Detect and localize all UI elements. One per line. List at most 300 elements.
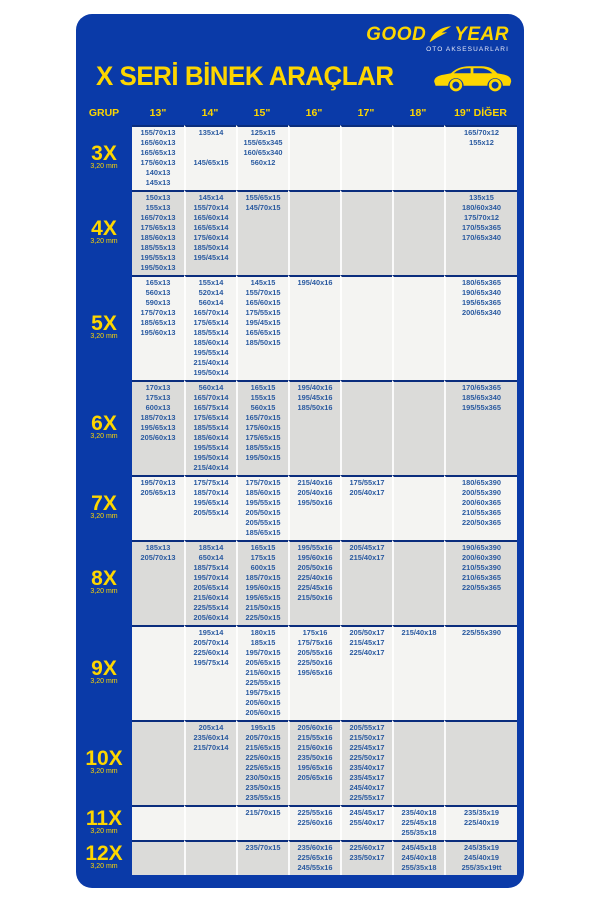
tire-size: 195/65x13	[140, 423, 176, 432]
tire-size: 170/65x365	[461, 383, 502, 392]
tire-size	[186, 148, 236, 158]
size-cell	[288, 475, 340, 540]
tire-size: 175/60x14	[193, 233, 229, 242]
tire-size: 225/65x16	[297, 853, 333, 862]
size-cell	[132, 540, 184, 625]
size-cell	[132, 380, 184, 475]
tire-size: 230/50x15	[245, 773, 281, 782]
group-label	[76, 720, 132, 805]
size-cell	[236, 625, 288, 720]
tire-size: 165/65x13	[140, 148, 176, 157]
tire-size: 235/55x15	[245, 793, 281, 802]
tire-size: 190/65x390	[461, 543, 502, 552]
size-cell	[340, 275, 392, 380]
logo-text-good: GOOD	[366, 24, 427, 45]
logo-subtitle: OTO AKSESUARLARI	[426, 46, 509, 53]
tire-size: 175/60x15	[245, 423, 281, 432]
tire-size: 205/50x15	[245, 508, 281, 517]
tire-size: 170/65x340	[461, 233, 502, 242]
tire-size: 215/40x14	[193, 463, 229, 472]
tire-size: 145x13	[145, 178, 171, 187]
group-name: 4X	[91, 217, 117, 240]
tire-size: 195/45x16	[297, 393, 333, 402]
size-cell	[444, 125, 517, 190]
tire-size: 210/65x365	[461, 573, 502, 582]
size-cell	[288, 380, 340, 475]
size-cell	[236, 190, 288, 275]
tire-size: 140x13	[145, 168, 171, 177]
tire-size: 590x13	[145, 298, 171, 307]
tire-size: 165/70x12	[464, 128, 499, 137]
tire-size: 205/55x16	[297, 648, 333, 657]
tire-size: 235/60x16	[297, 843, 333, 852]
tire-size: 225/45x16	[297, 583, 333, 592]
table-row	[76, 805, 517, 840]
tire-size: 205/65x13	[140, 488, 176, 497]
column-header-14: 14"	[201, 107, 219, 119]
tire-size: 560x15	[250, 403, 276, 412]
tire-size: 225/50x15	[245, 613, 281, 622]
tire-size: 245/40x19	[464, 853, 499, 862]
tire-size: 165x15	[250, 543, 276, 552]
tire-size: 205/65x14	[193, 583, 229, 592]
tire-size: 195/50x16	[297, 498, 333, 507]
size-cell	[340, 805, 392, 840]
tire-size: 165/60x14	[193, 213, 229, 222]
tire-size: 235/60x14	[193, 733, 229, 742]
tire-size: 235/45x17	[349, 773, 385, 782]
column-header-15: 15"	[253, 107, 271, 119]
group-label	[76, 540, 132, 625]
tire-size: 205/50x17	[349, 628, 385, 637]
size-cell	[444, 190, 517, 275]
tire-size: 155x13	[145, 203, 171, 212]
tire-size: 215/40x18	[401, 628, 437, 637]
tire-size: 205/50x16	[297, 563, 333, 572]
car-icon	[430, 60, 514, 92]
tire-size: 165/70x14	[193, 308, 229, 317]
column-header-16: 16"	[305, 107, 323, 119]
tire-size: 215/50x15	[245, 603, 281, 612]
tire-size: 155/70x15	[245, 288, 281, 297]
size-cell	[288, 625, 340, 720]
tire-size: 215/70x15	[245, 808, 281, 817]
group-name: 9X	[91, 657, 117, 680]
tire-size: 145x15	[250, 278, 276, 287]
tire-size: 215/50x16	[297, 593, 333, 602]
tire-size: 255/35x18	[401, 863, 437, 872]
size-cell	[392, 125, 444, 190]
tire-size: 155x14	[198, 278, 224, 287]
tire-size: 185/50x15	[245, 338, 281, 347]
tire-size: 210/55x390	[461, 563, 502, 572]
tire-size: 205/40x16	[297, 488, 333, 497]
table-row	[76, 475, 517, 540]
tire-size: 215/40x14	[193, 358, 229, 367]
tire-size: 185/70x13	[140, 413, 176, 422]
tire-size: 195/70x13	[140, 478, 176, 487]
tire-size: 195/70x14	[193, 573, 229, 582]
tire-size: 205/55x17	[349, 723, 385, 732]
tire-size: 185x15	[250, 638, 276, 647]
size-cell	[340, 190, 392, 275]
tire-size: 195/45x14	[193, 253, 229, 262]
tire-size: 170/55x365	[461, 223, 502, 232]
tire-size: 195/55x16	[297, 543, 333, 552]
tire-size: 175/70x15	[245, 478, 281, 487]
size-cell	[340, 720, 392, 805]
tire-size: 225/60x14	[193, 648, 229, 657]
group-label	[76, 190, 132, 275]
tire-size: 175/65x14	[193, 318, 229, 327]
group-thickness: 3,20 mm	[90, 513, 118, 520]
group-name: 6X	[91, 412, 117, 435]
size-cell	[392, 720, 444, 805]
tire-size: 215/70x14	[193, 743, 229, 752]
size-cell	[132, 840, 184, 875]
group-label	[76, 125, 132, 190]
tire-size: 255/35x19tt	[461, 863, 502, 872]
table-body	[76, 125, 517, 875]
tire-size: 205/60x13	[140, 433, 176, 442]
tire-size: 205/55x14	[193, 508, 229, 517]
tire-size: 225/55x390	[461, 628, 502, 637]
tire-size: 195/55x14	[193, 348, 229, 357]
tire-size: 560x13	[145, 288, 171, 297]
tire-size: 650x14	[198, 553, 224, 562]
tire-size: 185/55x15	[245, 443, 281, 452]
tire-size: 235/40x17	[349, 763, 385, 772]
size-cell	[132, 475, 184, 540]
tire-size: 185/50x16	[297, 403, 333, 412]
tire-size: 165/60x13	[140, 138, 176, 147]
tire-size: 225/55x15	[245, 678, 281, 687]
tire-size: 225/60x17	[349, 843, 385, 852]
tire-size: 195/55x14	[193, 443, 229, 452]
tire-size: 175/65x14	[193, 413, 229, 422]
tire-size: 195/50x14	[193, 453, 229, 462]
tire-size: 185/60x14	[193, 433, 229, 442]
tire-size: 175/60x13	[140, 158, 176, 167]
group-thickness: 3,20 mm	[90, 238, 118, 245]
group-name: 12X	[85, 842, 123, 865]
tire-size: 220/55x365	[461, 583, 502, 592]
tire-size: 165/70x14	[193, 393, 229, 402]
tire-size: 255/40x17	[349, 818, 385, 827]
tire-size: 235/50x17	[349, 853, 385, 862]
tire-size: 185/60x13	[140, 233, 176, 242]
size-cell	[340, 380, 392, 475]
tire-size: 225/45x18	[401, 818, 437, 827]
tire-size: 195/55x365	[461, 403, 502, 412]
group-label	[76, 805, 132, 840]
tire-size: 560x12	[250, 158, 276, 167]
group-thickness: 3,20 mm	[90, 588, 118, 595]
tire-size: 195x15	[250, 723, 276, 732]
group-name: 3X	[91, 142, 117, 165]
size-cell	[288, 720, 340, 805]
size-cell	[236, 275, 288, 380]
size-cell	[444, 805, 517, 840]
tire-size: 205/70x14	[193, 638, 229, 647]
tire-size: 235/50x15	[245, 783, 281, 792]
size-cell	[132, 275, 184, 380]
tire-size: 185x13	[145, 543, 171, 552]
size-cell	[236, 720, 288, 805]
tire-size: 185/60x15	[245, 488, 281, 497]
tire-size: 225/60x16	[297, 818, 333, 827]
tire-size: 195x14	[198, 628, 224, 637]
size-cell	[236, 840, 288, 875]
column-header-13: 13"	[149, 107, 167, 119]
tire-size: 125x15	[250, 128, 276, 137]
tire-size: 215/40x16	[297, 478, 333, 487]
tire-size: 225/50x17	[349, 753, 385, 762]
size-cell	[392, 840, 444, 875]
tire-size: 225/40x17	[349, 648, 385, 657]
size-cell	[184, 720, 236, 805]
table-row	[76, 190, 517, 275]
size-cell	[184, 275, 236, 380]
size-cell	[184, 540, 236, 625]
size-cell	[184, 805, 236, 840]
size-cell	[184, 475, 236, 540]
tire-size: 215/60x14	[193, 593, 229, 602]
tire-size: 165/70x13	[140, 213, 176, 222]
column-header-19-diger: 19" DİĞER	[454, 107, 507, 119]
tire-size: 205/65x16	[297, 773, 333, 782]
tire-size: 195/55x13	[140, 253, 176, 262]
tire-size: 225/60x15	[245, 753, 281, 762]
tire-size: 245/55x16	[297, 863, 333, 872]
size-cell	[236, 125, 288, 190]
tire-size: 195/55x15	[245, 498, 281, 507]
tire-size: 180/60x340	[461, 203, 502, 212]
size-cell	[288, 840, 340, 875]
tire-size: 205/60x16	[297, 723, 333, 732]
size-cell	[444, 475, 517, 540]
column-header-grup: GRUP	[88, 107, 120, 119]
tire-size: 195/40x16	[297, 278, 333, 287]
size-cell	[392, 475, 444, 540]
tire-size: 225/50x16	[297, 658, 333, 667]
size-cell	[392, 805, 444, 840]
size-cell	[132, 190, 184, 275]
page-title: X SERİ BİNEK ARAÇLAR	[96, 60, 394, 91]
group-thickness: 3,20 mm	[90, 768, 118, 775]
table-row	[76, 380, 517, 475]
tire-size: 195/50x13	[140, 263, 176, 272]
tire-size: 195/75x15	[245, 688, 281, 697]
tire-size: 175x13	[145, 393, 171, 402]
tire-size: 195/65x14	[193, 498, 229, 507]
size-cell	[288, 190, 340, 275]
tire-size: 205/40x17	[349, 488, 385, 497]
tire-size: 205/65x15	[245, 658, 281, 667]
size-cell	[392, 380, 444, 475]
tire-size: 195/75x14	[193, 658, 229, 667]
tire-size: 225/55x17	[349, 793, 385, 802]
tire-size: 245/35x19	[464, 843, 499, 852]
size-cell	[132, 720, 184, 805]
tire-size: 225/65x15	[245, 763, 281, 772]
tire-size: 155/70x14	[193, 203, 229, 212]
group-thickness: 3,20 mm	[90, 333, 118, 340]
tire-size: 165x13	[145, 278, 171, 287]
tire-size: 215/50x17	[349, 733, 385, 742]
tire-size: 200/55x390	[461, 488, 502, 497]
tire-size: 205/60x15	[245, 708, 281, 717]
tire-size: 195/65x16	[297, 763, 333, 772]
tire-size: 245/45x17	[349, 808, 385, 817]
size-cell	[236, 475, 288, 540]
size-cell	[236, 380, 288, 475]
size-cell	[340, 625, 392, 720]
tire-size: 160/65x340	[243, 148, 283, 157]
group-label	[76, 840, 132, 875]
tire-size: 170x13	[145, 383, 171, 392]
tire-size: 205/70x13	[140, 553, 176, 562]
group-name: 7X	[91, 492, 117, 515]
tire-size: 225/40x19	[464, 818, 499, 827]
size-cell	[236, 540, 288, 625]
tire-size: 185/55x14	[193, 328, 229, 337]
tire-size: 560x14	[198, 383, 224, 392]
table-row	[76, 275, 517, 380]
group-thickness: 3,20 mm	[90, 433, 118, 440]
tire-size	[186, 138, 236, 148]
size-cell	[340, 125, 392, 190]
group-name: 5X	[91, 312, 117, 335]
table-row	[76, 720, 517, 805]
tire-size: 520x14	[198, 288, 224, 297]
tire-size: 195/60x16	[297, 553, 333, 562]
tire-size: 175x16	[302, 628, 328, 637]
size-cell	[184, 125, 236, 190]
table-row	[76, 540, 517, 625]
tire-size: 145x14	[198, 193, 224, 202]
tire-size: 175/70x12	[464, 213, 499, 222]
tire-size: 195/60x13	[140, 328, 176, 337]
tire-size: 155/65x15	[245, 193, 281, 202]
tire-size: 185/65x13	[140, 318, 176, 327]
tire-size: 185/70x14	[193, 488, 229, 497]
tire-size: 215/65x15	[245, 743, 281, 752]
size-cell	[392, 540, 444, 625]
tire-size: 190/65x340	[461, 288, 502, 297]
tire-size: 205/45x17	[349, 543, 385, 552]
tire-size: 215/45x17	[349, 638, 385, 647]
tire-size: 155/65x345	[243, 138, 283, 147]
tire-size: 185/65x340	[461, 393, 502, 402]
group-label	[76, 275, 132, 380]
size-cell	[184, 380, 236, 475]
tire-size: 600x15	[250, 563, 276, 572]
tire-size: 185/55x13	[140, 243, 176, 252]
tire-size: 205x14	[198, 723, 224, 732]
tire-size: 175/75x14	[193, 478, 229, 487]
tire-size: 225/40x16	[297, 573, 333, 582]
tire-size: 145/65x15	[193, 158, 229, 167]
tire-size: 150x13	[145, 193, 171, 202]
tire-size: 185x14	[198, 543, 224, 552]
group-thickness: 3,20 mm	[90, 678, 118, 685]
tire-size: 165/75x14	[193, 403, 229, 412]
tire-size: 145/70x15	[245, 203, 281, 212]
tire-size: 175/70x13	[140, 308, 176, 317]
group-thickness: 3,20 mm	[90, 163, 118, 170]
tire-size: 225/55x14	[193, 603, 229, 612]
size-cell	[132, 625, 184, 720]
tire-size: 185/60x14	[193, 338, 229, 347]
tire-size: 185/50x14	[193, 243, 229, 252]
tire-size: 200/65x340	[461, 308, 502, 317]
size-cell	[288, 275, 340, 380]
size-cell	[444, 275, 517, 380]
tire-size: 255/35x18	[401, 828, 437, 837]
size-cell	[288, 125, 340, 190]
size-cell	[392, 275, 444, 380]
tire-size: 175/55x15	[245, 308, 281, 317]
brochure-panel	[76, 14, 524, 888]
tire-size: 215/40x17	[349, 553, 385, 562]
tire-size: 135x14	[198, 128, 224, 137]
tire-size: 195/40x16	[297, 383, 333, 392]
tire-size: 195/50x15	[245, 453, 281, 462]
tire-size: 155x12	[469, 138, 494, 147]
tire-size: 215/60x15	[245, 668, 281, 677]
tire-size: 185/55x14	[193, 423, 229, 432]
size-cell	[132, 805, 184, 840]
tire-size: 165/65x15	[245, 328, 281, 337]
tire-size: 165/70x15	[245, 413, 281, 422]
column-header-17: 17"	[357, 107, 375, 119]
tire-size: 195/65x15	[245, 593, 281, 602]
size-cell	[236, 805, 288, 840]
tire-size: 600x13	[145, 403, 171, 412]
tire-size: 205/55x15	[245, 518, 281, 527]
group-label	[76, 380, 132, 475]
tire-size: 195/65x16	[297, 668, 333, 677]
tire-size: 175/55x17	[349, 478, 385, 487]
tire-size: 220/50x365	[461, 518, 502, 527]
tire-size: 185/75x14	[193, 563, 229, 572]
goodyear-logo	[366, 25, 509, 53]
group-thickness: 3,20 mm	[90, 828, 118, 835]
group-name: 8X	[91, 567, 117, 590]
tire-size: 205/60x15	[245, 698, 281, 707]
tire-size: 215/60x16	[297, 743, 333, 752]
group-label	[76, 475, 132, 540]
tire-size: 235/50x16	[297, 753, 333, 762]
size-cell	[184, 840, 236, 875]
group-name: 11X	[85, 807, 123, 830]
size-cell	[288, 540, 340, 625]
tire-size: 195/50x14	[193, 368, 229, 377]
tire-size: 165x15	[250, 383, 276, 392]
size-cell	[392, 190, 444, 275]
tire-size: 185/65x15	[245, 528, 281, 537]
tire-size: 175/65x15	[245, 433, 281, 442]
size-cell	[444, 720, 517, 805]
size-cell	[444, 380, 517, 475]
tire-size: 180x15	[250, 628, 276, 637]
tire-size: 195/60x15	[245, 583, 281, 592]
table-row	[76, 625, 517, 720]
tire-size: 245/40x18	[401, 853, 437, 862]
tire-size: 235/70x15	[245, 843, 281, 852]
tire-size: 155/70x13	[140, 128, 176, 137]
